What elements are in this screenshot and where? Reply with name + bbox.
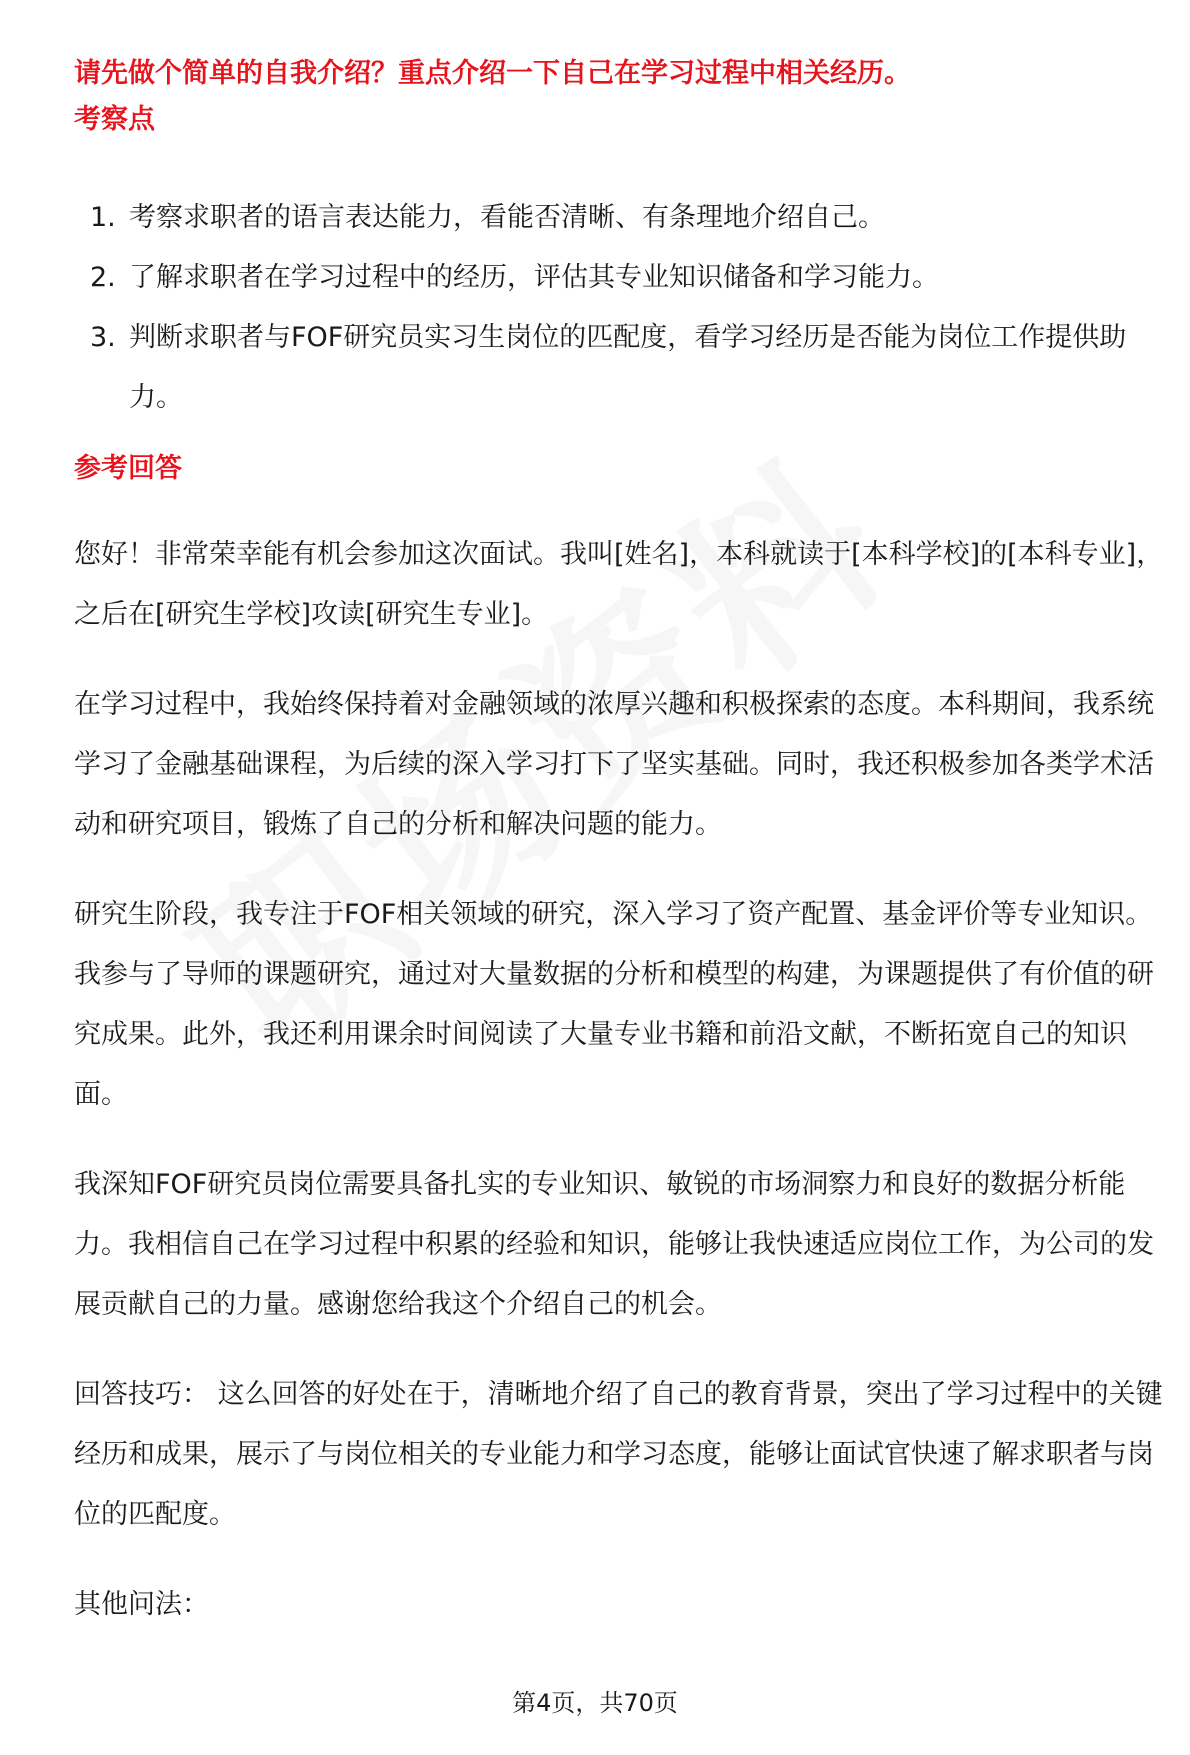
answer-heading: 参考回答 <box>74 453 182 484</box>
list-item-number: 2. <box>90 262 116 293</box>
list-item <box>74 308 1154 428</box>
list-item-text: 了解求职者在学习过程中的经历，评估其专业知识储备和学习能力。 <box>129 262 939 293</box>
list-item-text: 考察求职者的语言表达能力，看能否清晰、有条理地介绍自己。 <box>129 202 885 233</box>
page-number: 第4页，共70页 <box>512 1689 678 1717</box>
list-item-number: 3. <box>90 322 116 353</box>
list-item-number: 1. <box>90 202 116 233</box>
answer-paragraph: 我深知FOF研究员岗位需要具备扎实的专业知识、敏锐的市场洞察力和良好的数据分析能力。我相信自己在学习过程中积累的经验和知识，能够让我快速适应岗位工作，为公司的发展贡献自己的力量。感谢您给我这个介绍自己的机会。 <box>74 1169 1154 1320</box>
list-item-text: 判断求职者与FOF研究员实习生岗位的匹配度，看学习经历是否能为岗位工作提供助力。 <box>129 322 1127 413</box>
other-questions-label: 其他问法： <box>74 1589 209 1620</box>
assessment-heading: 考察点 <box>74 104 155 135</box>
assessment-list <box>74 188 1154 428</box>
list-item <box>74 248 1154 308</box>
answer-paragraph: 您好！非常荣幸能有机会参加这次面试。我叫[姓名]，本科就读于[本科学校]的[本科专业]，之后在[研究生学校]攻读[研究生专业]。 <box>74 539 1164 630</box>
list-item <box>74 188 1154 248</box>
answer-tips: 回答技巧： 这么回答的好处在于，清晰地介绍了自己的教育背景，突出了学习过程中的关键经历和成果，展示了与岗位相关的专业能力和学习态度，能够让面试官快速了解求职者与岗位的匹配度。 <box>74 1379 1163 1530</box>
answer-paragraph: 研究生阶段，我专注于FOF相关领域的研究，深入学习了资产配置、基金评价等专业知识。我参与了导师的课题研究，通过对大量数据的分析和模型的构建，为课题提供了有价值的研究成果。此外，我还利用课余时间阅读了大量专业书籍和前沿文献，不断拓宽自己的知识面。 <box>74 899 1154 1110</box>
question-title: 请先做个简单的自我介绍？重点介绍一下自己在学习过程中相关经历。 <box>74 58 911 89</box>
answer-paragraph: 在学习过程中，我始终保持着对金融领域的浓厚兴趣和积极探索的态度。本科期间，我系统学习了金融基础课程，为后续的深入学习打下了坚实基础。同时，我还积极参加各类学术活动和研究项目，锻炼了自己的分析和解决问题的能力。 <box>74 689 1154 840</box>
